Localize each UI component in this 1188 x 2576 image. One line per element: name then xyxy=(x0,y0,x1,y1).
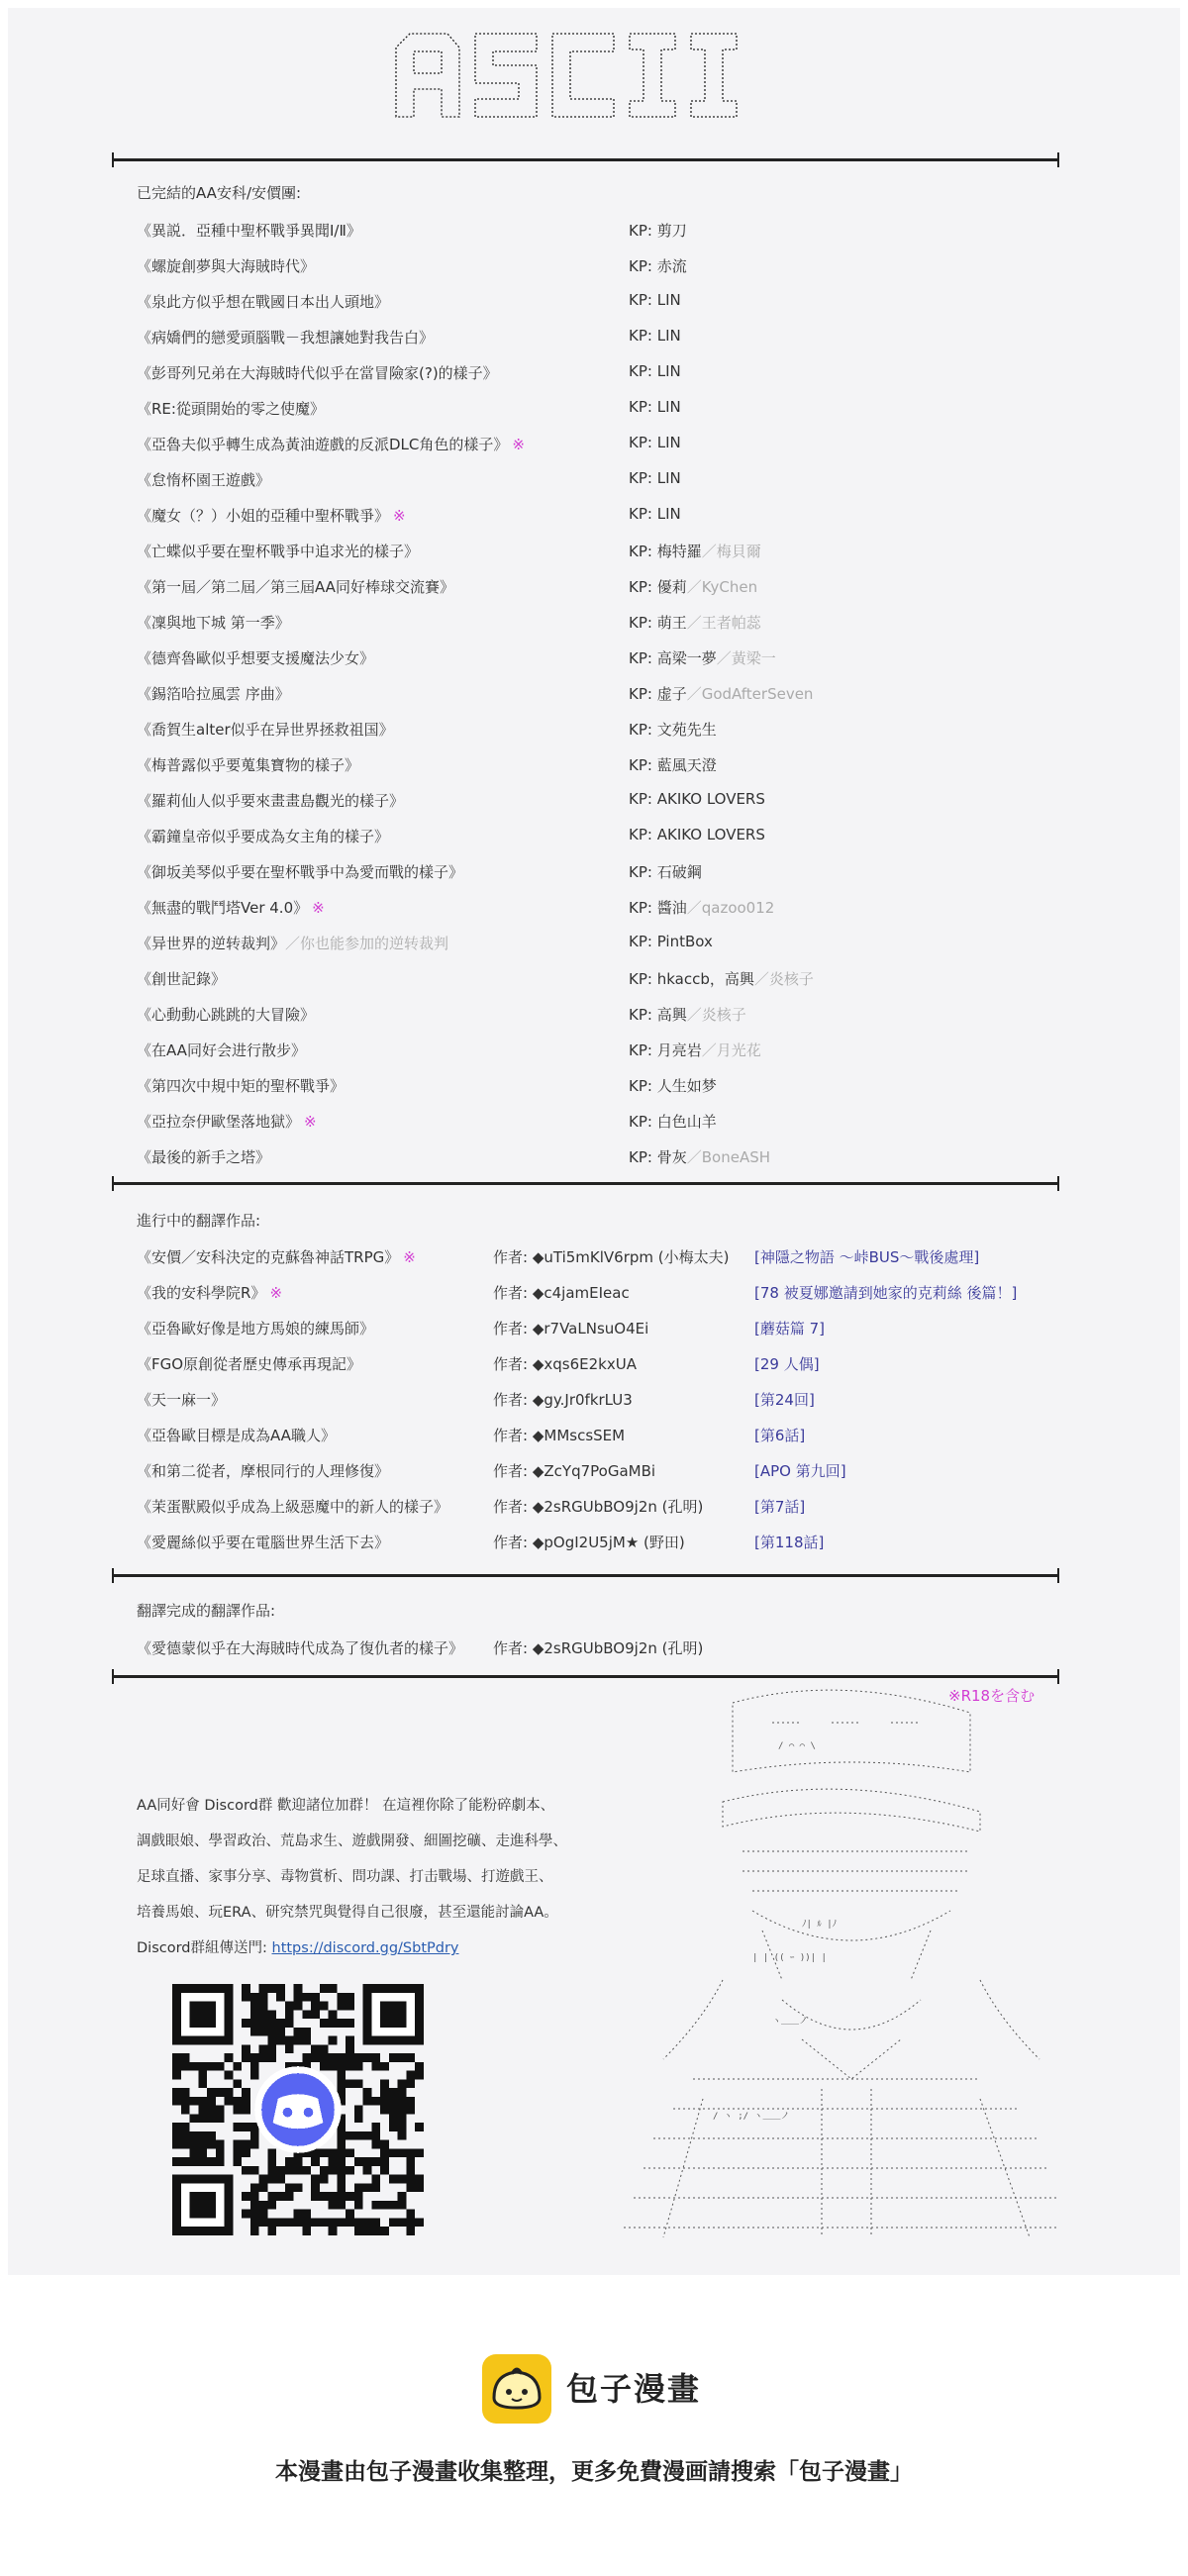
kp-name: 高梁一夢 xyxy=(656,649,717,667)
item-title: 《御坂美琴似乎要在聖杯戰爭中為愛而戰的樣子》 xyxy=(137,863,464,881)
kp-label: KP: xyxy=(629,1113,652,1131)
kp-label: KP: xyxy=(629,790,652,808)
svg-text:ﾉ| ﾙ |ﾉ: ﾉ| ﾙ |ﾉ xyxy=(802,1920,838,1930)
r18-mark: ※ xyxy=(312,899,325,917)
author-name: ◆uTi5mKlV6rpm (小梅太夫) xyxy=(532,1248,730,1266)
divider xyxy=(112,1675,1059,1678)
kp-label: KP: xyxy=(629,685,652,703)
item-title: 《喬賀生alter似乎在异世界拯救祖国》 xyxy=(137,721,394,739)
item-title: 《亞拉奈伊歐堡落地獄》 xyxy=(137,1113,301,1131)
kp-label: KP: xyxy=(629,469,652,487)
author-name: ◆xqs6E2kxUA xyxy=(532,1355,637,1373)
discord-link-label: Discord群組傳送門: xyxy=(137,1940,267,1956)
latest-chapter-link[interactable]: [29 人偶] xyxy=(754,1355,820,1373)
kp-name: 萌王 xyxy=(656,614,687,632)
latest-chapter-link[interactable]: [第118話] xyxy=(754,1534,825,1551)
discord-line-1: AA同好會 Discord群 歡迎諸位加群！ 在這裡你除了能粉碎劇本、 xyxy=(137,1798,555,1814)
item-title: 《泉此方似乎想在戰國日本出人頭地》 xyxy=(137,293,390,311)
author-label: 作者: xyxy=(493,1498,529,1516)
author-label: 作者: xyxy=(493,1284,529,1302)
item-title: 《愛德蒙似乎在大海賊時代成為了復仇者的樣子》 xyxy=(137,1639,464,1657)
kp-label: KP: xyxy=(629,327,652,345)
kp-alt-name: ／梅貝爾 xyxy=(701,543,761,560)
kp-label: KP: xyxy=(629,826,652,843)
item-title: 《异世界的逆转裁判》 xyxy=(137,935,286,952)
item-title: 《和第二從者，摩根同行的人理修復》 xyxy=(137,1462,390,1480)
kp-name: 骨灰 xyxy=(656,1148,687,1166)
finished-section-title: 翻譯完成的翻譯作品: xyxy=(137,1602,276,1620)
item-title: 《亡蝶似乎要在聖杯戰爭中追求光的樣子》 xyxy=(137,543,420,560)
ascii-art-character-image xyxy=(604,1683,1069,2257)
discord-qr-code[interactable] xyxy=(172,1984,424,2235)
completed-section-title: 已完結的AA安科/安價團: xyxy=(137,184,302,202)
kp-name: LIN xyxy=(656,434,681,451)
item-title: 《霸鐘皇帝似乎要成為女主角的樣子》 xyxy=(137,828,390,845)
footer-brand-name[interactable]: 包子漫畫 xyxy=(566,2370,702,2408)
discord-invite-link[interactable]: https://discord.gg/SbtPdry xyxy=(271,1940,459,1956)
kp-label: KP: xyxy=(629,543,652,560)
item-title: 《我的安科學院R》 xyxy=(137,1284,266,1302)
author-name: ◆c4jamEIeac xyxy=(532,1284,630,1302)
item-title: 《亞魯夫似乎轉生成為黃油遊戲的反派DLC角色的樣子》 xyxy=(137,436,509,453)
r18-mark: ※ xyxy=(304,1113,317,1131)
kp-alt-name: ／KyChen xyxy=(686,578,758,596)
kp-name: LIN xyxy=(656,327,681,345)
item-title: 《德齊魯歐似乎想要支援魔法少女》 xyxy=(137,649,375,667)
item-title: 《第四次中規中矩的聖杯戰爭》 xyxy=(137,1077,346,1095)
latest-chapter-link[interactable]: [蘑菇篇 7] xyxy=(754,1320,826,1338)
kp-label: KP: xyxy=(629,362,652,380)
kp-name: 高興 xyxy=(656,1006,687,1024)
item-title: 《凜與地下城 第一季》 xyxy=(137,614,290,632)
r18-mark: ※ xyxy=(512,436,525,453)
author-label: 作者: xyxy=(493,1534,529,1551)
author-name: ◆2sRGUbBO9j2n (孔明) xyxy=(532,1498,704,1516)
item-title: 《魔女（？）小姐的亞種中聖杯戰爭》 xyxy=(137,507,390,525)
r18-note: ※R18を含む xyxy=(948,1687,1036,1705)
latest-chapter-link[interactable]: [第24回] xyxy=(754,1391,815,1409)
item-title: 《螺旋創夢與大海賊時代》 xyxy=(137,257,316,275)
kp-label: KP: xyxy=(629,1006,652,1024)
kp-alt-name: ／BoneASH xyxy=(686,1148,770,1166)
item-title: 《亞魯歐目標是成為AA職人》 xyxy=(137,1427,336,1444)
divider xyxy=(112,1574,1059,1577)
kp-name: LIN xyxy=(656,362,681,380)
item-title: 《無盡的戰鬥塔Ver 4.0》 xyxy=(137,899,309,917)
kp-label: KP: xyxy=(629,291,652,309)
item-title: 《羅莉仙人似乎要來畫畫島觀光的樣子》 xyxy=(137,792,405,810)
ascii-logo xyxy=(388,26,764,125)
svg-text:/ ⌒ ⌒ \: / ⌒ ⌒ \ xyxy=(778,1741,816,1751)
kp-name: PintBox xyxy=(656,933,713,950)
kp-name: LIN xyxy=(656,505,681,523)
kp-label: KP: xyxy=(629,756,652,774)
author-label: 作者: xyxy=(493,1462,529,1480)
divider xyxy=(112,158,1059,161)
item-title: 《第一屆／第二屆／第三屆AA同好棒球交流賽》 xyxy=(137,578,454,596)
svg-text:/ ヽ ;/ ヽ＿＿ノ: / ヽ ;/ ヽ＿＿ノ xyxy=(713,2112,790,2122)
author-name: ◆ZcYq7PoGaMBi xyxy=(532,1462,656,1480)
svg-text:ASCII: ASCII xyxy=(388,26,391,27)
kp-name: LIN xyxy=(656,398,681,416)
item-title: 《安價／安科決定的克蘇魯神話TRPG》 xyxy=(137,1248,400,1266)
r18-mark: ※ xyxy=(269,1284,283,1302)
kp-alt-name: ／黃梁一 xyxy=(716,649,776,667)
item-title: 《梅普露似乎要蒐集寶物的樣子》 xyxy=(137,756,360,774)
item-title: 《病嬌們的戀愛頭腦戰－我想讓她對我告白》 xyxy=(137,329,435,347)
kp-label: KP: xyxy=(629,970,652,988)
author-label: 作者: xyxy=(493,1355,529,1373)
author-label: 作者: xyxy=(493,1320,529,1338)
kp-name: 剪刀 xyxy=(656,222,687,240)
latest-chapter-link[interactable]: [第6話] xyxy=(754,1427,806,1444)
kp-name: 石破鋼 xyxy=(656,863,702,881)
kp-name: 白色山羊 xyxy=(656,1113,717,1131)
kp-name: 文苑先生 xyxy=(656,721,717,739)
latest-chapter-link[interactable]: [78 被夏娜邀請到她家的克莉絲 後篇！] xyxy=(754,1284,1018,1302)
kp-label: KP: xyxy=(629,222,652,240)
author-name: ◆MMscsSEM xyxy=(532,1427,626,1444)
item-title: 《在AA同好会进行散步》 xyxy=(137,1041,306,1059)
kp-alt-name: ／qazoo012 xyxy=(686,899,775,917)
item-title: 《愛麗絲似乎要在電腦世界生活下去》 xyxy=(137,1534,390,1551)
item-title: 《怠惰杯園王遊戲》 xyxy=(137,471,271,489)
kp-alt-name: ／王者帕蕊 xyxy=(686,614,761,632)
item-title: 《心動動心跳跳的大冒險》 xyxy=(137,1006,316,1024)
kp-name: 人生如梦 xyxy=(656,1077,717,1095)
divider xyxy=(112,1182,1059,1185)
item-title: 《茉蛋獸殿似乎成為上級惡魔中的新人的樣子》 xyxy=(137,1498,449,1516)
ongoing-section-title: 進行中的翻譯作品: xyxy=(137,1212,261,1230)
kp-name: LIN xyxy=(656,469,681,487)
author-name: ◆pOgI2U5jM★ (野田) xyxy=(532,1534,685,1551)
kp-label: KP: xyxy=(629,649,652,667)
item-title: 《亞魯歐好像是地方馬娘的練馬師》 xyxy=(137,1320,375,1338)
svg-text:ヽ＿＿ノ: ヽ＿＿ノ xyxy=(772,2017,809,2027)
discord-line-3: 足球直播、家事分享、毒物賞析、問功課、打击戰場、打遊戲王、 xyxy=(137,1869,553,1885)
item-title: 《RE:從頭開始的零之使魔》 xyxy=(137,400,325,418)
kp-label: KP: xyxy=(629,614,652,632)
kp-name: 優莉 xyxy=(656,578,687,596)
item-title: 《異説．亞種中聖杯戰爭異聞Ⅰ/Ⅱ》 xyxy=(137,222,361,240)
kp-name: LIN xyxy=(656,291,681,309)
kp-alt-name: ／炎核子 xyxy=(753,970,814,988)
svg-text:| | (( ｰ ))| |: | | (( ｰ ))| | xyxy=(752,1953,827,1963)
item-title: 《最後的新手之塔》 xyxy=(137,1148,271,1166)
kp-name: AKIKO LOVERS xyxy=(656,790,765,808)
author-label: 作者: xyxy=(493,1391,529,1409)
kp-label: KP: xyxy=(629,257,652,275)
discord-line-2: 調戲眼娘、學習政治、荒島求生、遊戲開發、細圖挖礦、走進科學、 xyxy=(137,1833,567,1849)
item-title: 《錫箔哈拉風雲 序曲》 xyxy=(137,685,290,703)
kp-name: 藍風天澄 xyxy=(656,756,717,774)
kp-label: KP: xyxy=(629,578,652,596)
r18-mark: ※ xyxy=(403,1248,416,1266)
author-label: 作者: xyxy=(493,1248,529,1266)
kp-name: 醬油 xyxy=(656,899,687,917)
kp-alt-name: ／月光花 xyxy=(701,1041,761,1059)
item-title: 《天一麻一》 xyxy=(137,1391,227,1409)
item-subtitle: ／你也能参加的逆转裁判 xyxy=(285,935,449,952)
author-label: 作者: xyxy=(493,1639,529,1657)
r18-mark: ※ xyxy=(393,507,406,525)
item-title: 《FGO原創從者歷史傳承再現記》 xyxy=(137,1355,362,1373)
kp-label: KP: xyxy=(629,434,652,451)
item-title: 《彭哥列兄弟在大海賊時代似乎在當冒險家(?)的樣子》 xyxy=(137,364,498,382)
baozi-logo-icon xyxy=(482,2354,551,2424)
item-title: 《創世記錄》 xyxy=(137,970,227,988)
kp-label: KP: xyxy=(629,1077,652,1095)
latest-chapter-link[interactable]: [第7話] xyxy=(754,1498,806,1516)
latest-chapter-link[interactable]: [神隱之物語 ～峠BUS～戰後處理] xyxy=(754,1248,980,1266)
kp-label: KP: xyxy=(629,1148,652,1166)
kp-alt-name: ／炎核子 xyxy=(686,1006,746,1024)
kp-label: KP: xyxy=(629,933,652,950)
kp-name: 虚子 xyxy=(656,685,687,703)
kp-name: 月亮岩 xyxy=(656,1041,702,1059)
footer-caption: 本漫畫由包子漫畫收集整理，更多免費漫画請搜索「包子漫畫」 xyxy=(275,2459,913,2485)
author-label: 作者: xyxy=(493,1427,529,1444)
kp-name: AKIKO LOVERS xyxy=(656,826,765,843)
discord-line-4: 培養馬娘、玩ERA、研究禁咒與覺得自己很廢，甚至還能討論AA。 xyxy=(137,1905,558,1921)
kp-label: KP: xyxy=(629,398,652,416)
kp-alt-name: ／GodAfterSeven xyxy=(686,685,814,703)
kp-label: KP: xyxy=(629,1041,652,1059)
kp-label: KP: xyxy=(629,863,652,881)
author-name: ◆2sRGUbBO9j2n (孔明) xyxy=(532,1639,704,1657)
latest-chapter-link[interactable]: [APO 第九回] xyxy=(754,1462,846,1480)
kp-name: 梅特羅 xyxy=(656,543,702,560)
kp-label: KP: xyxy=(629,899,652,917)
discord-link-row xyxy=(137,1936,459,1957)
author-name: ◆r7VaLNsuO4Ei xyxy=(532,1320,649,1338)
kp-name: 赤流 xyxy=(656,257,687,275)
author-name: ◆gy.Jr0fkrLU3 xyxy=(532,1391,633,1409)
kp-label: KP: xyxy=(629,721,652,739)
kp-label: KP: xyxy=(629,505,652,523)
kp-name: hkaccb，高興 xyxy=(656,970,754,988)
